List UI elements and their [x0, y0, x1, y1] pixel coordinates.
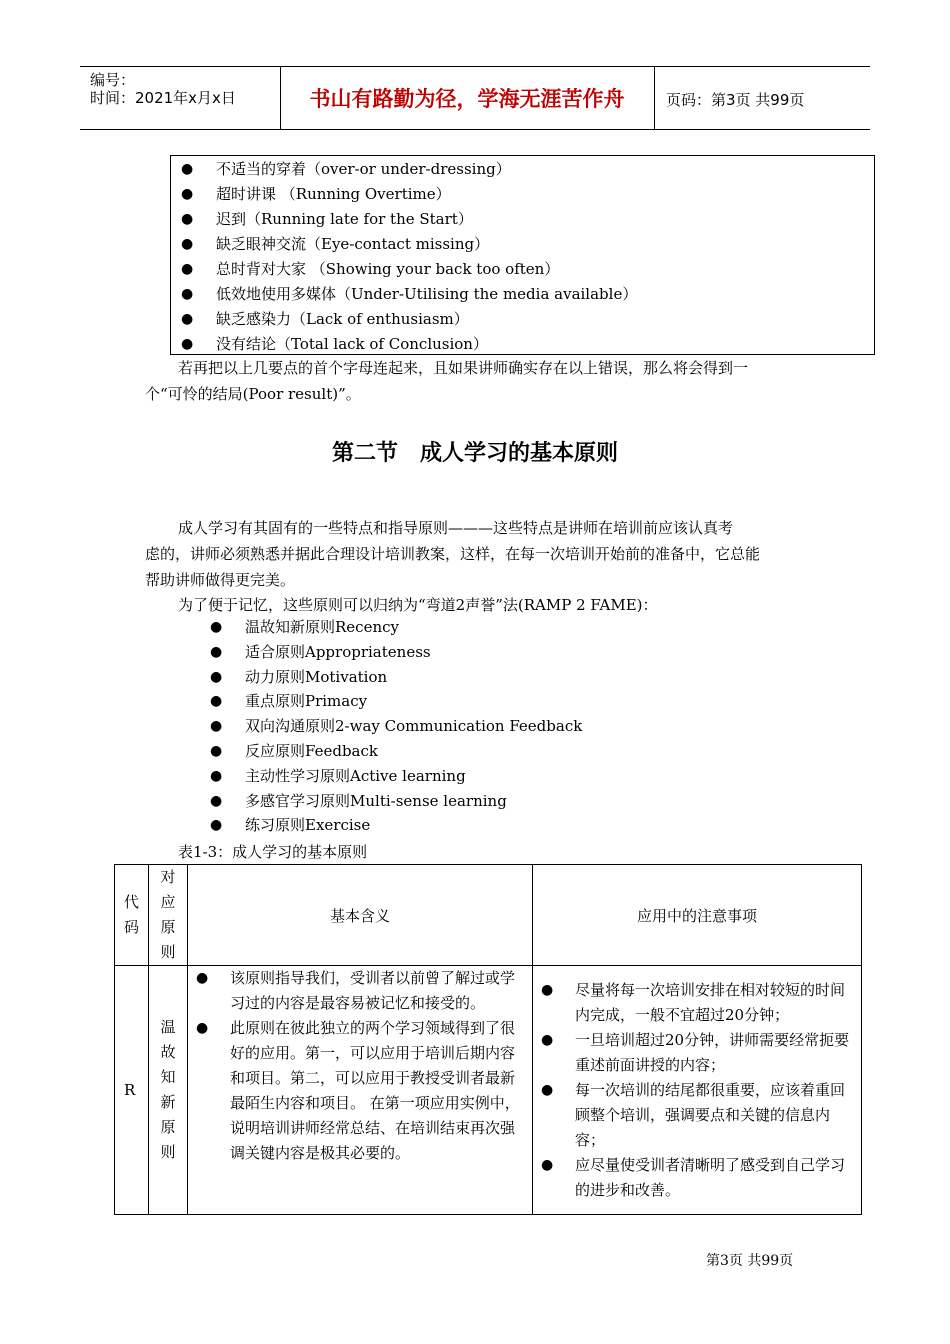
row-meaning	[188, 966, 533, 1215]
bullet-icon: ●	[210, 718, 223, 735]
list-item: ● 超时讲课 （Running Overtime）	[171, 182, 874, 207]
page-header	[80, 66, 870, 130]
header-motto: 书山有路勤为径，学海无涯苦作舟	[309, 87, 625, 111]
section-title: 第二节 成人学习的基本原则	[331, 441, 618, 466]
list-item: ● 该原则指导我们，受训者以前曾了解过或学习过的内容是最容易被记忆和接受的。	[188, 966, 524, 1016]
conclusion-line-1: 若再把以上几要点的首个字母连起来，且如果讲师确实存在以上错误，那么将会得到一	[178, 359, 749, 377]
bullet-icon: ●	[181, 286, 194, 302]
bullet-icon: ●	[210, 668, 223, 685]
date-label: 时间：2021年x月x日	[90, 89, 236, 107]
row-code: R	[115, 966, 149, 1215]
header-code: 代码	[115, 865, 149, 966]
list-item: ● 迟到（Running late for the Start）	[171, 207, 874, 232]
bullet-icon: ●	[181, 311, 194, 327]
header-principle: 对应原则	[149, 865, 188, 966]
bullet-icon: ●	[181, 161, 194, 177]
intro-line-4: 为了便于记忆，这些原则可以归纳为“弯道2声誉”法(RAMP 2 FAME)：	[178, 596, 658, 614]
intro-line-2: 虑的，讲师必须熟悉并据此合理设计培训教案，这样，在每一次培训开始前的准备中，它总能	[145, 545, 761, 563]
principles-table	[114, 864, 862, 1215]
bullet-icon: ●	[541, 981, 554, 998]
number-label: 编号：	[90, 71, 136, 89]
bullet-icon: ●	[181, 186, 194, 202]
bullet-icon: ●	[210, 742, 223, 759]
errors-list	[171, 156, 874, 357]
bullet-icon: ●	[181, 261, 194, 277]
bullet-icon: ●	[541, 1031, 554, 1048]
table-row	[115, 966, 862, 1215]
list-item: ● 没有结论（Total lack of Conclusion）	[171, 332, 874, 357]
header-notes: 应用中的注意事项	[533, 865, 862, 966]
header-page-label: 页码：第3页 共99页	[666, 91, 805, 109]
bullet-icon: ●	[181, 211, 194, 227]
bullet-icon: ●	[181, 336, 194, 352]
list-item: ● 不适当的穿着（over-or under-dressing）	[171, 157, 874, 182]
list-item: ● 总时背对大家 （Showing your back too often）	[171, 257, 874, 282]
page-footer: 第3页 共99页	[706, 1253, 794, 1269]
list-item: ● 缺乏感染力（Lack of enthusiasm）	[171, 307, 874, 332]
list-item: ● 此原则在彼此独立的两个学习领域得到了很好的应用。第一，可以应用于培训后期内容和项目。第二，可以应用于教授受训者最新最陌生内容和项目。 在第一项应用实例中，说明培训讲师经常总结、在培训结束再次强调关键内容是极其必要的。	[188, 1016, 524, 1166]
header-meta	[90, 71, 236, 107]
conclusion-line-2: 个“可怜的结局(Poor result)”。	[145, 385, 361, 403]
bullet-icon: ●	[210, 792, 223, 809]
bullet-icon: ●	[210, 693, 223, 710]
meaning-list	[188, 966, 524, 1166]
list-item: ● 一旦培训超过20分钟，讲师需要经常扼要重述前面讲授的内容；	[533, 1028, 855, 1078]
header-meaning: 基本含义	[188, 865, 533, 966]
errors-box	[170, 155, 875, 355]
row-principle: 温故知新原则	[149, 966, 188, 1215]
bullet-icon: ●	[196, 970, 209, 986]
header-divider	[654, 67, 655, 129]
bullet-icon: ●	[541, 1156, 554, 1173]
table-caption: 表1-3：成人学习的基本原则	[178, 843, 368, 861]
intro-line-3: 帮助讲师做得更完美。	[145, 571, 296, 589]
bullet-icon: ●	[210, 643, 223, 660]
notes-list	[533, 978, 855, 1203]
list-item: ● 每一次培训的结尾都很重要，应该着重回顾整个培训，强调要点和关键的信息内容；	[533, 1078, 855, 1153]
bullet-icon: ●	[181, 236, 194, 252]
list-item: ● 应尽量使受训者清晰明了感受到自己学习的进步和改善。	[533, 1153, 855, 1203]
bullet-icon: ●	[196, 1020, 209, 1036]
bullet-icon: ●	[210, 619, 223, 635]
row-notes	[533, 966, 862, 1215]
bullet-icon: ●	[541, 1081, 554, 1098]
bullet-icon: ●	[210, 767, 223, 784]
table-header-row	[115, 865, 862, 966]
list-item: ● 尽量将每一次培训安排在相对较短的时间内完成，一般不宜超过20分钟；	[533, 978, 855, 1028]
bullet-icon: ●	[210, 817, 223, 834]
intro-line-1: 成人学习有其固有的一些特点和指导原则———这些特点是讲师在培训前应该认真考	[178, 519, 734, 537]
list-item: ● 低效地使用多媒体（Under-Utilising the media available）	[171, 282, 874, 307]
list-item: ● 缺乏眼神交流（Eye-contact missing）	[171, 232, 874, 257]
